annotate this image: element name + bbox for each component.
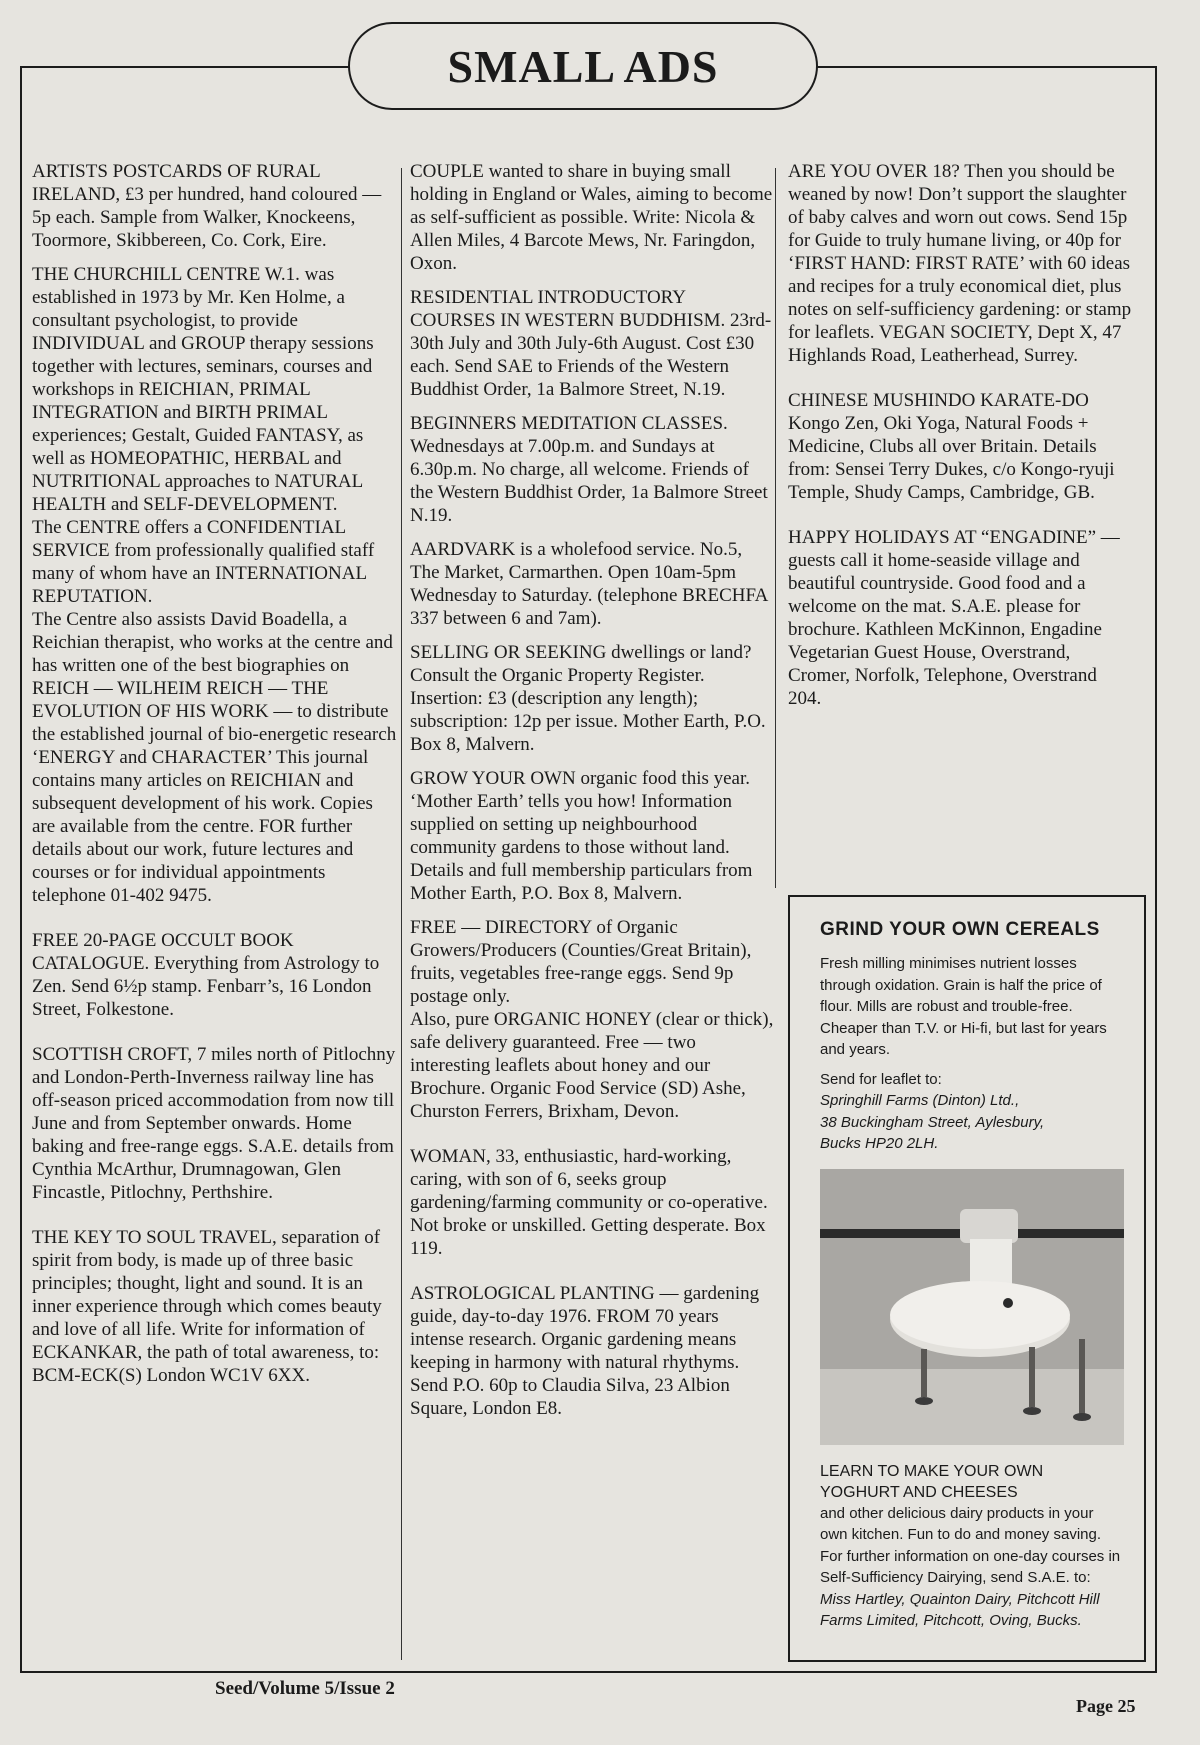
ad-couple-wanted: COUPLE wanted to share in buying small holding in England or Wales, aiming to become as self-sufficient as possible. Write: Nicola & Allen Miles, 4 Barcote Mews, Nr. Faringdon, Oxon. — [410, 161, 773, 274]
yoghurt-ad-address: Miss Hartley, Quainton Dairy, Pitchcott Hill Farms Limited, Pitchcott, Oving, Bucks. — [820, 1590, 1100, 1629]
display-ad-body: Fresh milling minimises nutrient losses through oxidation. Grain is half the price of flour. Mills are robust and trouble-free. Cheaper than T.V. or Hi-fi, but last for years and years. — [820, 955, 1107, 1058]
column-divider — [775, 168, 776, 888]
ad-astrological-planting: ASTROLOGICAL PLANTING — gardening guide, day-to-day 1976. FROM 70 years intense research. Organic gardening means keeping in harmony with natural rhythyms. Send P.O. 60p to Claudia Silva, 23 Albion Square, London E8. — [410, 1283, 760, 1419]
page-number: Page 25 — [1076, 1696, 1136, 1716]
middle-column — [410, 160, 775, 1431]
display-ad-send-line: Send for leaflet to: — [820, 1070, 942, 1088]
column-divider — [401, 168, 402, 1660]
publication-label: Seed/Volume 5/Issue 2 — [215, 1678, 395, 1699]
display-ad-box — [788, 895, 1146, 1662]
ad-organic-property: SELLING OR SEEKING dwellings or land? Consult the Organic Property Register. Insertion: £3 (description any length); subscription: 12p per issue. Mother Earth, P.O. Box 8, Malvern. — [410, 642, 766, 755]
page-title: SMALL ADS — [447, 40, 719, 92]
yoghurt-ad-body: and other delicious dairy products in your own kitchen. Fun to do and money saving. For further information on one-day courses in Self-Sufficiency Dairying, send S.A.E. to: — [820, 1504, 1121, 1586]
grain-mill-photo — [820, 1169, 1124, 1445]
display-ad-title: GRIND YOUR OWN CEREALS — [820, 919, 1100, 940]
ad-karate: CHINESE MUSHINDO KARATE-DO Kongo Zen, Oki Yoga, Natural Foods + Medicine, Clubs all over Britain. Details from: Sensei Terry Dukes, c/o Kongo-ryuji Temple, Shudy Camps, Cambridge, GB. — [788, 390, 1115, 503]
ad-postcards: ARTISTS POSTCARDS OF RURAL IRELAND, £3 per hundred, hand coloured — 5p each. Sample from Walker, Knockeens, Toormore, Skibbereen, Co. Cork, Eire. — [32, 161, 382, 251]
left-column — [32, 160, 397, 1398]
ad-vegan-society: ARE YOU OVER 18? Then you should be weaned by now! Don’t support the slaughter of baby calves and worn out cows. Send 15p for Guide to truly humane living, or 40p for ‘FIRST HAND: FIRST RATE’ with 60 ideas and recipes for a truly economical diet, plus notes on self-sufficiency gardening: or stamp for leaflets. VEGAN SOCIETY, Dept X, 47 Highlands Road, Leatherhead, Surrey. — [788, 161, 1132, 366]
ad-aardvark: AARDVARK is a wholefood service. No.5, The Market, Carmarthen. Open 10am-5pm Wednesday to Saturday. (telephone BRECHFA 337 between 6 and 7am). — [410, 539, 768, 629]
header-banner — [348, 22, 818, 110]
ad-scottish-croft: SCOTTISH CROFT, 7 miles north of Pitlochny and London-Perth-Inverness railway line has off-season priced accommodation from now till June and from September onwards. Home baking and free-range eggs. S.A.E. details from Cynthia McArthur, Drumnagowan, Glen Fincastle, Pitlochny, Perthshire. — [32, 1044, 396, 1203]
ad-churchill-centre: THE CHURCHILL CENTRE W.1. was established in 1973 by Mr. Ken Holme, a consultant psychologist, to provide INDIVIDUAL and GROUP therapy sessions together with lectures, seminars, courses and workshops in REICHIAN, PRIMAL INTEGRATION and BIRTH PRIMAL experiences; Gestalt, Guided FANTASY, as well as HOMEOPATHIC, HERBAL and NUTRITIONAL approaches to NATURAL HEALTH and SELF-DEVELOPMENT. The CENTRE offers a CONFIDENTIAL SERVICE from professionally qualified staff many of whom have an INTERNATIONAL REPUTATION. The Centre also assists David Boadella, a Reichian therapist, who works at the centre and has written one of the best biographies on REICH — WILHEIM REICH — THE EVOLUTION OF HIS WORK — to distribute the established journal of bio-energetic research ‘ENERGY and CHARACTER’ This journal contains many articles on REICHIAN and subsequent development of his work. Copies are available from the centre. FOR further details about our work, future lectures and courses or for individual appointments telephone 01-402 9475. — [32, 264, 397, 906]
yoghurt-ad-title: LEARN TO MAKE YOUR OWN YOGHURT AND CHEESES — [820, 1462, 1044, 1501]
right-column — [788, 160, 1133, 721]
ad-occult-catalogue: FREE 20-PAGE OCCULT BOOK CATALOGUE. Everything from Astrology to Zen. Send 6½p stamp. Fenbarr’s, 16 London Street, Folkestone. — [32, 930, 380, 1020]
ad-grow-your-own: GROW YOUR OWN organic food this year. ‘Mother Earth’ tells you how! Information supplied on setting up neighbourhood community gardens to those without land. Details and full membership particulars from Mother Earth, P.O. Box 8, Malvern. — [410, 768, 753, 904]
ad-buddhism-courses: RESIDENTIAL INTRODUCTORY COURSES IN WESTERN BUDDHISM. 23rd-30th July and 30th July-6th August. Cost £30 each. Send SAE to Friends of the Western Buddhist Order, 1a Balmore Street, N.19. — [410, 287, 772, 400]
ad-engadine: HAPPY HOLIDAYS AT “ENGADINE” — guests call it home-seaside village and beautiful countryside. Good food and a welcome on the mat. S.A.E. please for brochure. Kathleen McKinnon, Engadine Vegetarian Guest House, Overstrand, Cromer, Norfolk, Telephone, Overstrand 204. — [788, 527, 1120, 709]
ad-soul-travel: THE KEY TO SOUL TRAVEL, separation of spirit from body, is made up of three basic principles; thought, light and sound. It is an inner experience through which comes beauty and love of all life. Write for information of ECKANKAR, the path of total awareness, to: BCM-ECK(S) London WC1V 6XX. — [32, 1227, 382, 1386]
ad-woman-seeks: WOMAN, 33, enthusiastic, hard-working, caring, with son of 6, seeks group gardening/farming community or co-operative. Not broke or unskilled. Getting desperate. Box 119. — [410, 1146, 768, 1259]
grain-mill-illustration — [820, 1169, 1124, 1445]
ad-meditation-classes: BEGINNERS MEDITATION CLASSES. Wednesdays at 7.00p.m. and Sundays at 6.30p.m. No charge, all welcome. Friends of the Western Buddhist Order, 1a Balmore Street N.19. — [410, 413, 768, 526]
display-ad-address: Springhill Farms (Dinton) Ltd., 38 Buckingham Street, Aylesbury, Bucks HP20 2LH. — [820, 1092, 1045, 1152]
ad-organic-directory: FREE — DIRECTORY of Organic Growers/Producers (Counties/Great Britain), fruits, vegetables free-range eggs. Send 9p postage only. Also, pure ORGANIC HONEY (clear or thick), safe delivery guaranteed. Free — two interesting leaflets about honey and our Brochure. Organic Food Service (SD) Ashe, Churston Ferrers, Brixham, Devon. — [410, 917, 774, 1122]
